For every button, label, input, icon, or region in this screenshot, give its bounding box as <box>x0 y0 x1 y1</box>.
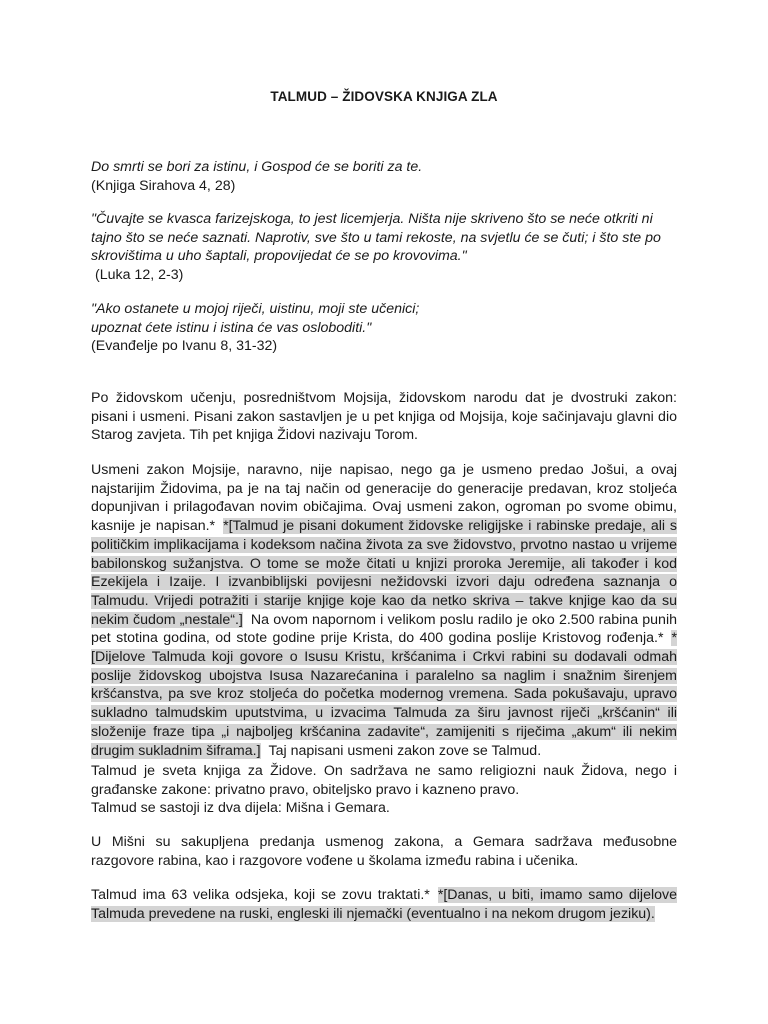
paragraph-mishna-gemara: U Mišni su sakupljena predanja usmenog zakona, a Gemara sadržava međusobne razgovore rabina, kao i razgovore vođene u školama između rabina i učenika. <box>91 834 677 869</box>
paragraph-text: Talmud je sveta knjiga za Židove. On sadržava ne samo religiozni nauk Židova, nego i građanske zakone: privatno pravo, obiteljsko pravo i kazneno pravo. <box>91 763 677 798</box>
quote-line: "Čuvajte se kvasca farizejskoga, to jest licemjerja. Ništa nije skriveno što se neće otkriti ni <box>91 211 653 227</box>
paragraph-oral-law <box>91 461 677 760</box>
quote-reference: (Evanđelje po Ivanu 8, 31-32) <box>91 338 278 355</box>
quote-reference: (Knjiga Sirahova 4, 28) <box>91 177 236 194</box>
paragraph-text: Taj napisani usmeni zakon zove se Talmud. <box>268 742 542 759</box>
quote-reference: (Luka 12, 2-3) <box>95 267 184 284</box>
quote-john <box>91 300 677 356</box>
quote-luke <box>91 210 677 285</box>
paragraph-holy-book <box>91 762 677 818</box>
paragraph-text: Talmud se sastoji iz dva dijela: Mišna i Gemara. <box>91 800 390 817</box>
footnote-highlight: *[Danas, u biti, imamo samo dijelove Talmuda prevedene na ruski, engleski ili njemački (eventualno i na nekom drugom jeziku). <box>91 887 677 922</box>
footnote-highlight: *[Dijelove Talmuda koji govore o Isusu Kristu, kršćanima i Crkvi rabini su dodavali odmah poslije židovskog ubojstva Isusa Nazarećanina i paralelno sa naglim i snažnim širenjem kršćanstva, pa sve kroz stoljeća do početka modernog vremena. Sada pokušavaju, upravo sukladno talmudskim uputstvima, u izvacima Talmuda za širu javnost riječi „kršćanin“ ili složenije fraze tipa „i najboljeg kršćanina zadavite“, zamijeniti s riječima „akum“ ili nekim drugim sukladnim šiframa.] <box>91 630 677 759</box>
quote-line: "Ako ostanete u mojoj riječi, uistinu, moji ste učenici; <box>91 301 420 317</box>
quote-line: skrovištima u uho šaptali, propovijedat će se po krovovima." <box>91 248 467 265</box>
quote-line: upoznat ćete istinu i istina će vas osloboditi." <box>91 319 372 336</box>
document-title: TALMUD – ŽIDOVSKA KNJIGA ZLA <box>270 89 498 104</box>
quote-line: tajno što se neće saznati. Naprotiv, sve što u tami rekoste, na svjetlu će se čuti; i što ste po <box>91 229 661 246</box>
footnote-highlight: *[Talmud je pisani dokument židovske religijske i rabinske predaje, ali s političkim implikacijama i kodeksom načina života za sve židovstvo, prvotno nastao u vrijeme babilonskog sužanjstva. O tome se može čitati u knjizi proroka Jeremije, ali također i kod Ezekijela i Izaije. I izvanbiblijski povijesni nežidovski izvori daju određena saznanja o Talmudu. Vrijedi potražiti i starije knjige koje kao da netko skriva – takve knjige kao da su nekim čudom „nestale“.] <box>91 518 678 628</box>
paragraph-tractates <box>91 886 677 923</box>
quote-line: Do smrti se bori za istinu, i Gospod će se boriti za te. <box>91 159 423 175</box>
paragraph-dual-law: Po židovskom učenju, posredništvom Mojsija, židovskom narodu dat je dvostruki zakon: pisani i usmeni. Pisani zakon sastavljen je u pet knjiga od Mojsija, koje sačinjavaju glavni dio Starog zavjeta. Tih pet knjiga Židovi nazivaju Torom. <box>91 390 677 444</box>
paragraph-text: Usmeni zakon Mojsije, naravno, nije napisao, nego ga je usmeno predao Jošui, a ovaj najstarijim Židovima, pa je na taj način od generacije do generacije predavan, kroz stoljeća dopunjivan i prilagođavan novim običajima. Ovaj usmeni zakon, ogroman po svome obimu, kasnije je napisan.* <box>91 462 677 535</box>
paragraph-text: Na ovom napornom i velikom poslu radilo je oko 2.500 rabina punih pet stotina godina, od stote godine prije Krista, do 400 godina poslije Kristovog rođenja.* <box>91 611 677 647</box>
quote-sirah <box>91 158 677 195</box>
paragraph-text: Talmud ima 63 velika odsjeka, koji se zovu traktati.* <box>91 887 430 903</box>
